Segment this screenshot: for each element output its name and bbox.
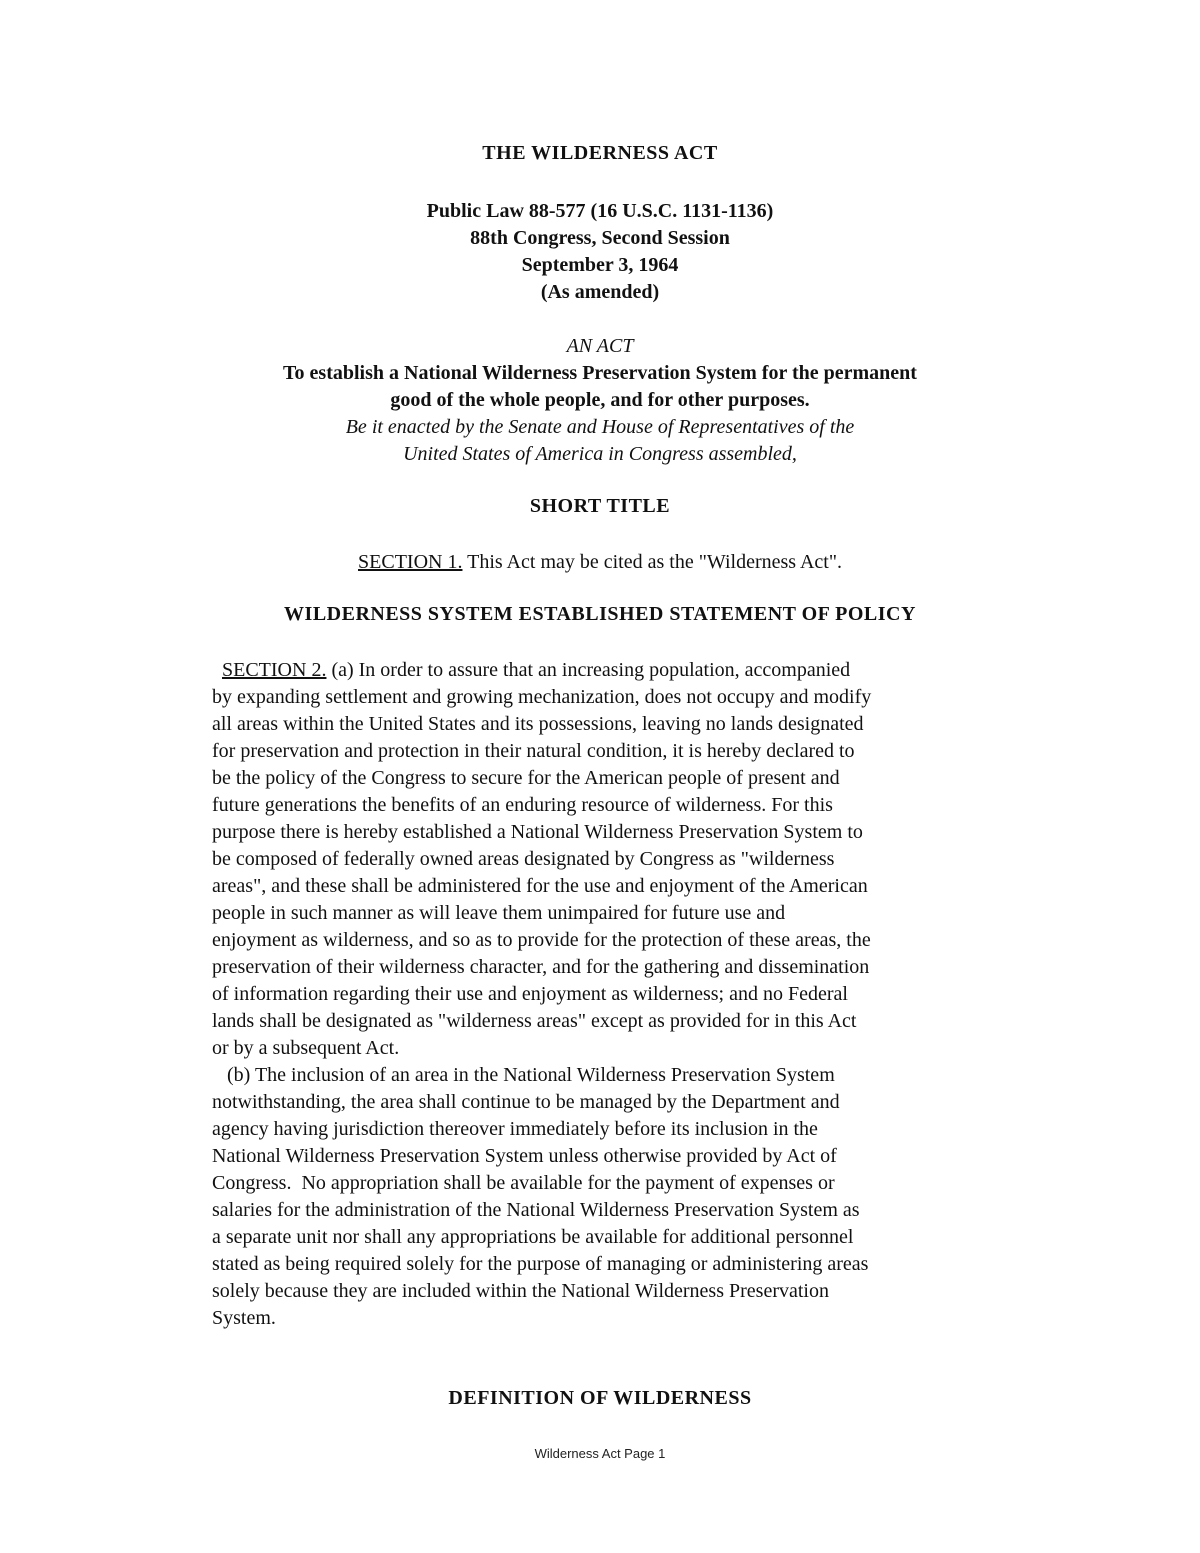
section-2-paragraph (212, 657, 1002, 1332)
section-2b-line: Congress. No appropriation shall be available for the payment of expenses or (212, 1172, 835, 1194)
section-1-paragraph (0, 549, 1200, 576)
section-2a-line: preservation of their wilderness character, and for the gathering and dissemination (212, 956, 870, 978)
an-act-label: AN ACT (566, 335, 634, 357)
section-2b-line: System. (212, 1307, 276, 1329)
section-2b-line: stated as being required solely for the purpose of managing or administering areas (212, 1253, 869, 1275)
enacting-line-1: Be it enacted by the Senate and House of Representatives of the (345, 416, 855, 438)
purpose-line-1: To establish a National Wilderness Preservation System for the permanent (283, 362, 917, 384)
section-2a-line: be the policy of the Congress to secure for the American people of present and (212, 767, 840, 789)
section-2b-lines (212, 1062, 1002, 1332)
section-2a-line: people in such manner as will leave them unimpaired for future use and (212, 902, 786, 924)
page-footer: Wilderness Act Page 1 (534, 1446, 666, 1461)
section-2a-line: of information regarding their use and enjoyment as wilderness; and no Federal (212, 983, 848, 1005)
section-2a-line: areas", and these shall be administered for the use and enjoyment of the American (212, 875, 868, 897)
section-2b-line: notwithstanding, the area shall continue to be managed by the Department and (212, 1091, 840, 1113)
section-2a-line: purpose there is hereby established a National Wilderness Preservation System to (212, 821, 863, 843)
section-2a-line: future generations the benefits of an enduring resource of wilderness. For this (212, 794, 833, 816)
definition-heading: DEFINITION OF WILDERNESS (448, 1387, 752, 1409)
section-2b-line: solely because they are included within the National Wilderness Preservation (212, 1280, 829, 1302)
congress-session-line: 88th Congress, Second Session (470, 227, 730, 249)
section-2-first-line (212, 657, 1002, 684)
section-2a-line: be composed of federally owned areas designated by Congress as "wilderness (212, 848, 835, 870)
policy-heading: WILDERNESS SYSTEM ESTABLISHED STATEMENT OF POLICY (284, 603, 916, 625)
section-2-label: SECTION 2. (222, 659, 327, 681)
public-law-line: Public Law 88-577 (16 U.S.C. 1131-1136) (426, 200, 774, 222)
section-2b-line: salaries for the administration of the National Wilderness Preservation System as (212, 1199, 860, 1221)
section-2a-lines (212, 684, 1002, 1062)
section-2a-line: by expanding settlement and growing mechanization, does not occupy and modify (212, 686, 872, 708)
date-line: September 3, 1964 (521, 254, 679, 276)
section-2a-line: or by a subsequent Act. (212, 1037, 400, 1059)
section-2b-line: a separate unit nor shall any appropriations be available for additional personnel (212, 1226, 854, 1248)
document-title: THE WILDERNESS ACT (482, 142, 718, 164)
section-1-text: This Act may be cited as the "Wilderness Act". (462, 551, 842, 573)
section-2a-line: for preservation and protection in their natural condition, it is hereby declared to (212, 740, 855, 762)
section-2-first-line-text: (a) In order to assure that an increasing population, accompanied (326, 659, 851, 681)
as-amended-line: (As amended) (540, 281, 660, 303)
purpose-line-2: good of the whole people, and for other purposes. (390, 389, 810, 411)
section-2b-line: National Wilderness Preservation System unless otherwise provided by Act of (212, 1145, 837, 1167)
section-2a-line: all areas within the United States and its possessions, leaving no lands designated (212, 713, 864, 735)
section-2b-line: (b) The inclusion of an area in the National Wilderness Preservation System (212, 1064, 835, 1086)
enacting-line-2: United States of America in Congress assembled, (403, 443, 797, 465)
section-2b-line: agency having jurisdiction thereover immediately before its inclusion in the (212, 1118, 818, 1140)
section-2a-line: enjoyment as wilderness, and so as to provide for the protection of these areas, the (212, 929, 871, 951)
short-title-heading: SHORT TITLE (529, 495, 671, 517)
section-1-label: SECTION 1. (358, 551, 463, 573)
section-2a-line: lands shall be designated as "wilderness areas" except as provided for in this Act (212, 1010, 857, 1032)
